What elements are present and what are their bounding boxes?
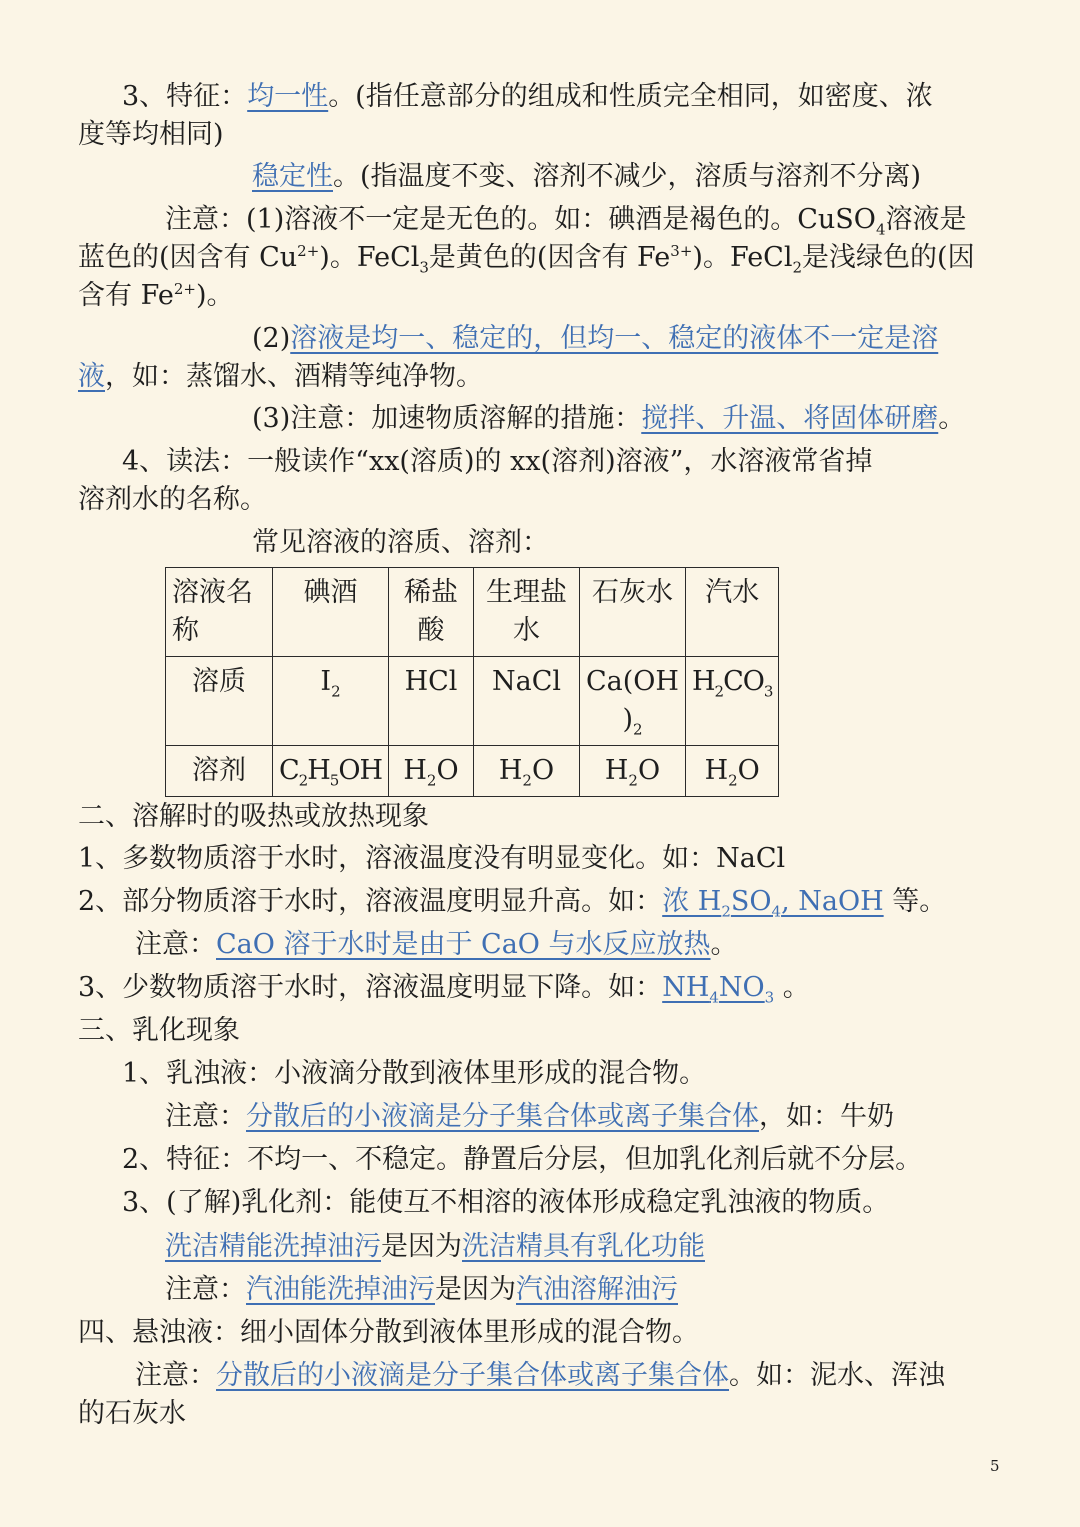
table-cell: $H_2O$ [389, 746, 474, 797]
sec4-note-line-1: 注意：分散后的小液滴是分子集合体或离子集合体。如：泥水、浑浊 [135, 1360, 945, 1391]
table-cell: $I_2$ [273, 657, 389, 746]
note1-line-2: 蓝色的(因含有 $Cu^{2+}$)。FeCl$_3$是黄色的(因含有 $Fe^{3+}$)。FeCl$_2$是浅绿色的(因 [78, 242, 975, 277]
note1-line-3: 含有 $Fe^{2+}$)。 [78, 280, 234, 311]
note1-line-1: 注意：(1)溶液不一定是无色的。如：碘酒是褐色的。CuSO$_4$溶液是 [165, 204, 967, 239]
page-number: 5 [990, 1457, 1000, 1475]
sec4-note-line-2: 的石灰水 [78, 1398, 186, 1429]
table-header-cell: 稀盐酸 [389, 568, 474, 657]
table-cell: $H_2CO_3$ [685, 657, 778, 746]
note2-line-1: (2)溶液是均一、稳定的，但均一、稳定的液体不一定是溶 [252, 323, 939, 354]
sec3-note-2: 注意：汽油能洗掉油污是因为汽油溶解油污 [165, 1274, 678, 1305]
section-4-title: 四、悬浊液：细小固体分散到液体里形成的混合物。 [78, 1317, 699, 1348]
solution-table [165, 567, 779, 797]
sec3-line-3: 3、(了解)乳化剂：能使互不相溶的液体形成稳定乳浊液的物质。 [122, 1187, 890, 1218]
table-cell: $H_2O$ [685, 746, 778, 797]
table-cell: Ca(OH )$_2$ [580, 657, 686, 746]
table-caption: 常见溶液的溶质、溶剂： [252, 527, 549, 558]
reading-line-1: 4、读法：一般读作“xx(溶质)的 xx(溶剂)溶液”，水溶液常省掉 [122, 446, 873, 477]
sec3-line-1: 1、乳浊液：小液滴分散到液体里形成的混合物。 [122, 1058, 707, 1089]
table-header-cell: 石灰水 [580, 568, 686, 657]
sec2-note: 注意：CaO 溶于水时是由于 CaO 与水反应放热。 [135, 929, 738, 960]
feature-line-1: 3、特征：均一性。(指任意部分的组成和性质完全相同，如密度、浓 [122, 81, 933, 112]
table-cell: $H_2O$ [580, 746, 686, 797]
sec3-line-4: 洗洁精能洗掉油污是因为洗洁精具有乳化功能 [165, 1231, 705, 1262]
table-row-label: 溶剂 [166, 746, 273, 797]
sec3-note-1: 注意：分散后的小液滴是分子集合体或离子集合体，如：牛奶 [165, 1101, 894, 1132]
table-header-cell: 碘酒 [273, 568, 389, 657]
sec2-line-3: 3、少数物质溶于水时，溶液温度明显下降。如：$NH_4NO_3$ 。 [78, 972, 810, 1007]
table-header-cell: 溶液名称 [166, 568, 273, 657]
table-header-cell: 生理盐水 [474, 568, 580, 657]
sec3-line-2: 2、特征：不均一、不稳定。静置后分层，但加乳化剂后就不分层。 [122, 1144, 923, 1175]
section-2-title: 二、溶解时的吸热或放热现象 [78, 801, 429, 832]
table-header-cell: 汽水 [685, 568, 778, 657]
homogeneity-term: 均一性 [247, 81, 329, 112]
table-solute-row [166, 657, 779, 746]
stability-term: 稳定性 [252, 161, 333, 192]
feature-line-3: 稳定性。(指温度不变、溶剂不减少，溶质与溶剂不分离) [252, 161, 922, 192]
table-cell: NaCl [474, 657, 580, 746]
note3-line: (3)注意：加速物质溶解的措施：搅拌、升温、将固体研磨。 [252, 403, 966, 434]
table-header-row [166, 568, 779, 657]
table-solvent-row [166, 746, 779, 797]
table-cell: $H_2O$ [474, 746, 580, 797]
table-row-label: 溶质 [166, 657, 273, 746]
sec2-line-1: 1、多数物质溶于水时，溶液温度没有明显变化。如：NaCl [78, 843, 786, 874]
sec2-line-2: 2、部分物质溶于水时，溶液温度明显升高。如：浓 $H_2SO_4$, NaOH 等。 [78, 886, 947, 921]
table-cell: $C_2H_5OH$ [273, 746, 389, 797]
table-cell: HCl [389, 657, 474, 746]
section-3-title: 三、乳化现象 [78, 1015, 240, 1046]
reading-line-2: 溶剂水的名称。 [78, 484, 267, 515]
note2-line-2: 液，如：蒸馏水、酒精等纯净物。 [78, 361, 483, 392]
feature-line-2: 度等均相同) [78, 119, 224, 150]
